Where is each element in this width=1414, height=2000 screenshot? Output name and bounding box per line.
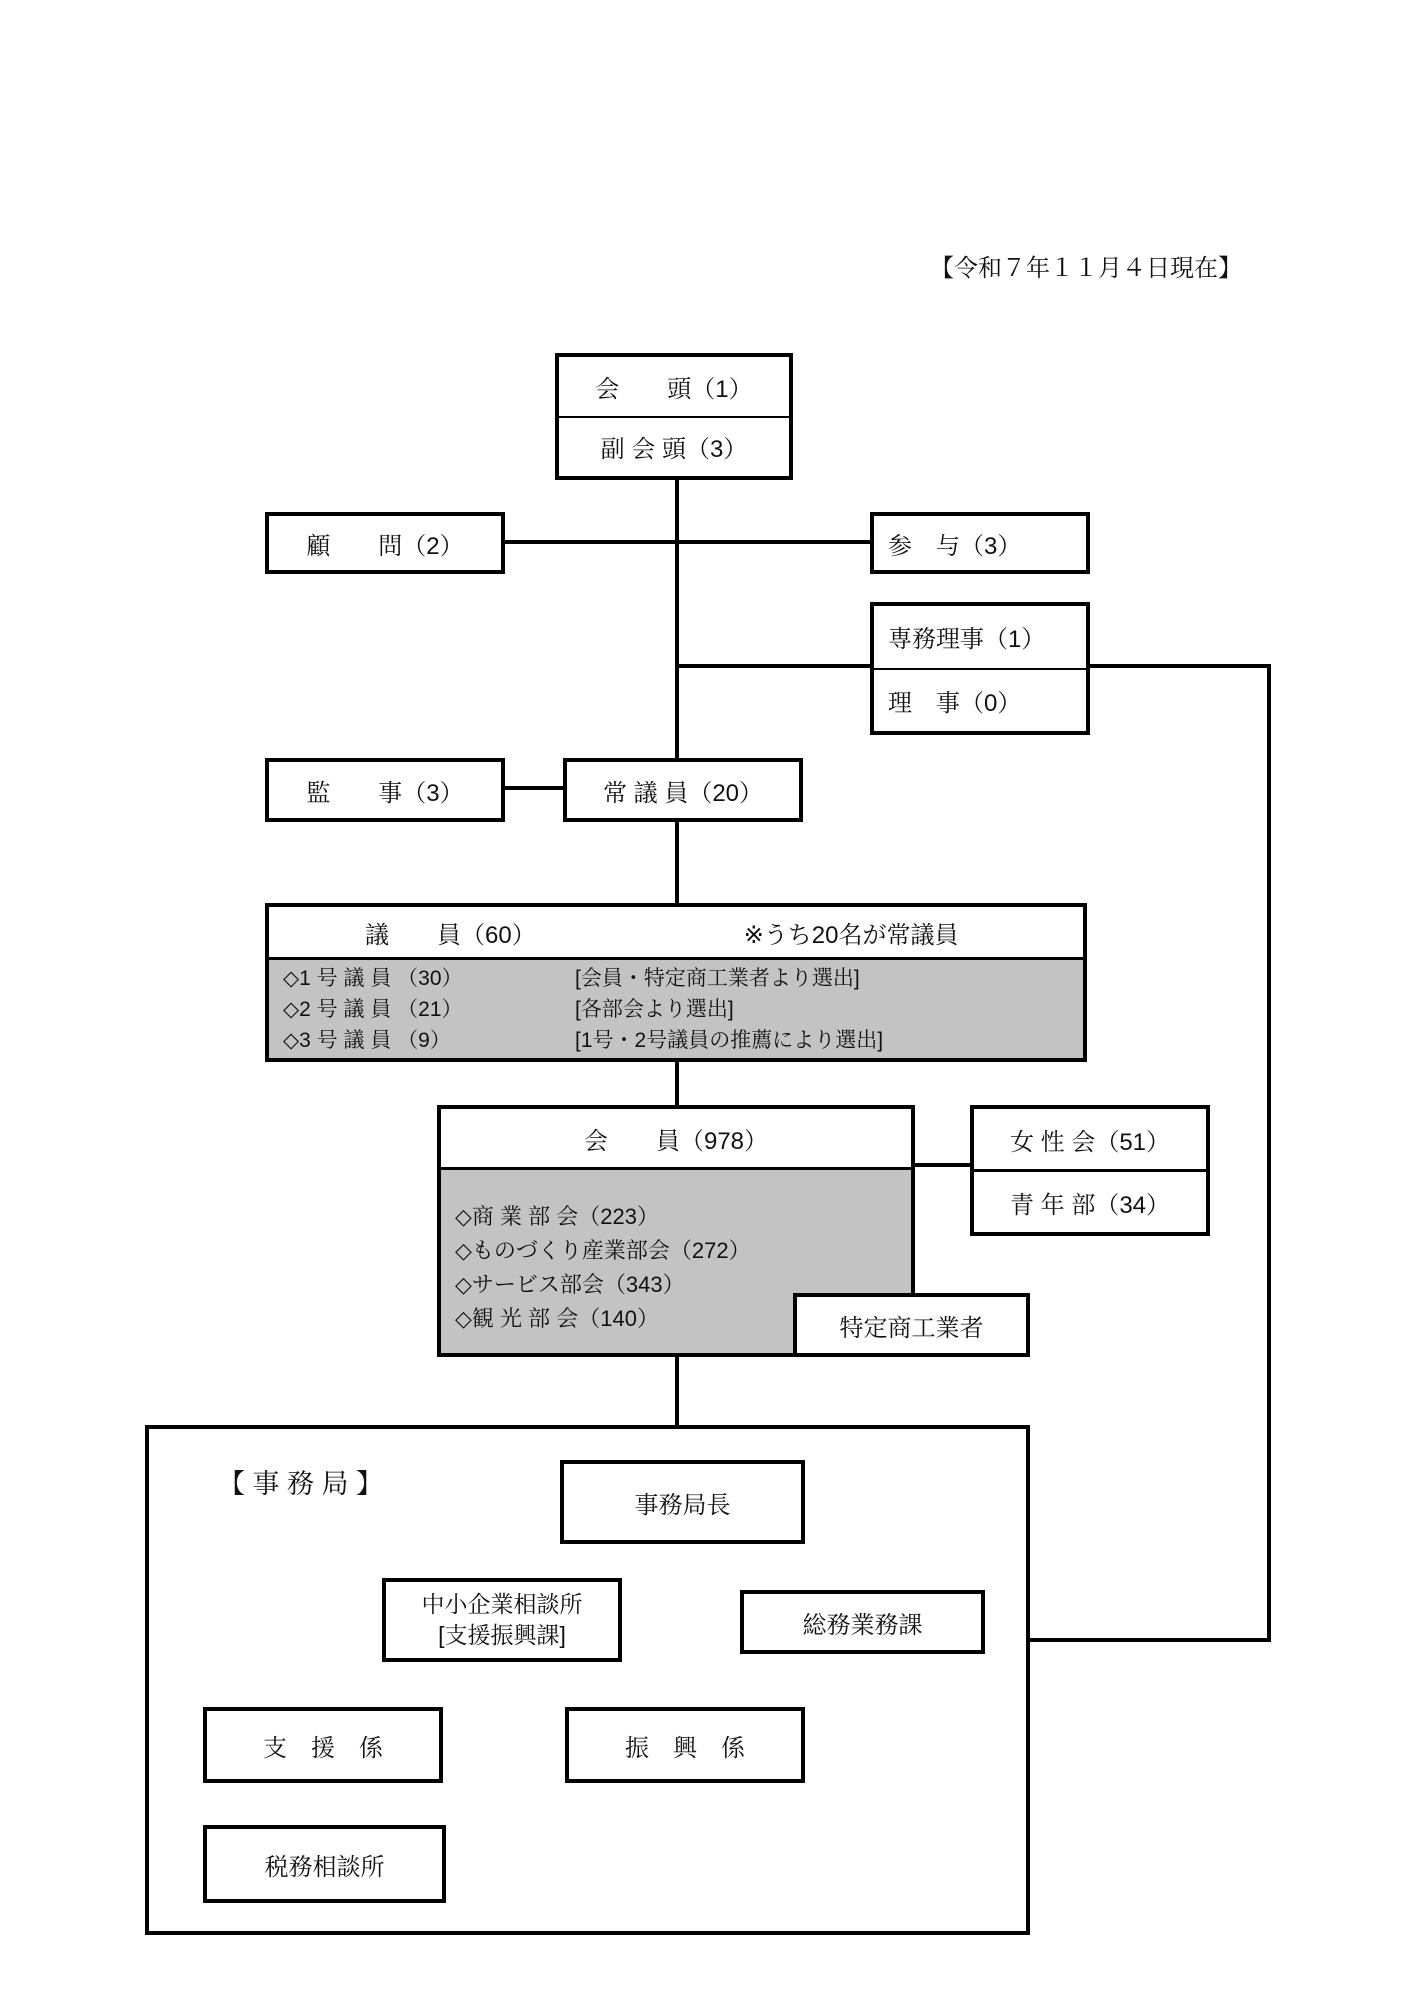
connector-advisor-counselor <box>505 540 870 544</box>
sme-office-line2: [支援振興課] <box>438 1622 566 1648</box>
councilor-type-2-desc: [各部会より選出] <box>575 998 734 1021</box>
connector-exec-director-left <box>675 664 870 668</box>
councilors-title: 議 員（60） <box>365 921 536 949</box>
connector-right-to-secretariat <box>1030 1638 1271 1642</box>
connector-trunk-3 <box>675 1062 679 1105</box>
connector-members-womens <box>915 1163 970 1167</box>
section-tourism: ◇観 光 部 会（140） <box>455 1306 659 1331</box>
councilor-type-3: ◇3 号 議 員 （9） <box>283 1029 451 1052</box>
section-service: ◇サービス部会（343） <box>455 1272 685 1297</box>
connector-right-vertical <box>1267 664 1271 1642</box>
section-commerce: ◇商 業 部 会（223） <box>455 1204 659 1229</box>
node-exec-director-group <box>870 602 1090 735</box>
councilor-type-row <box>283 994 1083 1025</box>
node-designated-businesses: 特定商工業者 <box>793 1293 1030 1357</box>
councilor-type-3-desc: [1号・2号議員の推薦により選出] <box>575 1029 884 1052</box>
sme-office-line1: 中小企業相談所 <box>421 1590 583 1617</box>
section-manufacturing: ◇ものづくり産業部会（272） <box>455 1238 751 1263</box>
node-tax-consultation-office: 税務相談所 <box>203 1825 446 1903</box>
node-councilors-group <box>265 903 1087 1062</box>
node-womens-association: 女 性 会（51） <box>1009 1128 1171 1156</box>
node-affiliates-group <box>970 1105 1210 1236</box>
node-secretary-general: 事務局長 <box>560 1460 805 1544</box>
node-director: 理 事（0） <box>888 689 1022 717</box>
node-youth-group: 青 年 部（34） <box>1009 1191 1171 1219</box>
members-title: 会 員（978） <box>583 1127 769 1155</box>
node-general-affairs-section: 総務業務課 <box>740 1590 985 1654</box>
node-chairman: 会 頭（1） <box>595 375 753 403</box>
councilor-type-2: ◇2 号 議 員 （21） <box>283 998 463 1021</box>
connector-trunk-2 <box>675 822 679 903</box>
node-counselor: 参 与（3） <box>870 512 1090 574</box>
councilor-type-row <box>283 963 1083 994</box>
node-auditor: 監 事（3） <box>265 758 505 822</box>
node-vice-chairman: 副 会 頭（3） <box>600 436 748 464</box>
councilors-note: ※うち20名が常議員 <box>743 921 959 949</box>
secretariat-label: 【 事 務 局 】 <box>218 1469 384 1499</box>
node-standing-councilors: 常 議 員（20） <box>563 758 803 822</box>
councilor-type-1-desc: [会員・特定商工業者より選出] <box>575 967 860 990</box>
connector-trunk-top <box>675 480 679 758</box>
connector-auditor-councilor <box>505 786 563 790</box>
connector-exec-director-right <box>1090 664 1271 668</box>
node-advisor: 顧 問（2） <box>265 512 505 574</box>
as-of-date-label: 【令和７年１１月４日現在】 <box>930 255 1242 282</box>
node-support-section: 支 援 係 <box>203 1707 443 1783</box>
node-exec-director: 専務理事（1） <box>888 626 1046 654</box>
councilor-type-row <box>283 1025 1083 1056</box>
node-sme-consultation-office <box>382 1578 622 1662</box>
councilor-type-1: ◇1 号 議 員 （30） <box>283 967 463 990</box>
node-chairman-group <box>555 353 793 480</box>
node-promotion-section: 振 興 係 <box>565 1707 805 1783</box>
